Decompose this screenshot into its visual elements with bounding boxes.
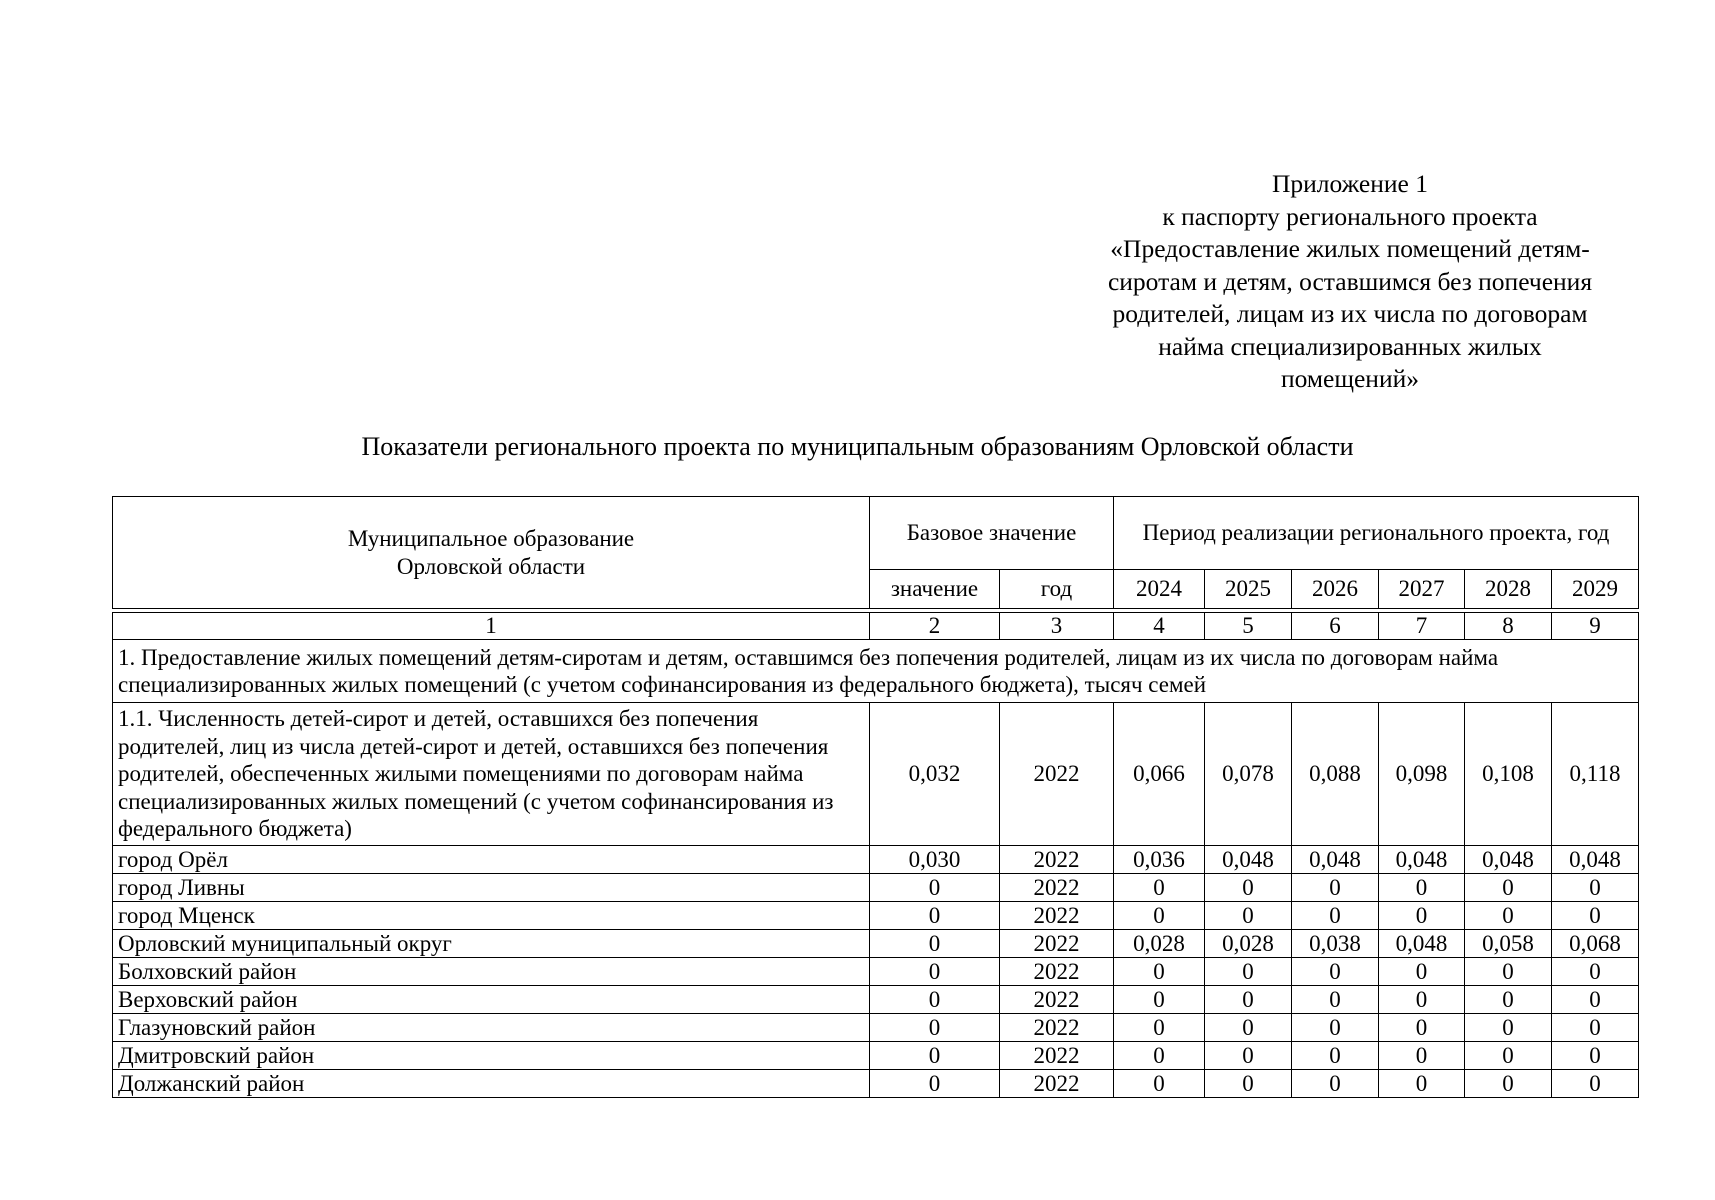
table-row xyxy=(113,1070,1639,1098)
year-value: 0 xyxy=(1114,874,1205,902)
base-year: 2022 xyxy=(1000,1014,1114,1042)
column-number: 8 xyxy=(1465,613,1552,640)
base-year: 2022 xyxy=(1000,902,1114,930)
year-value: 0 xyxy=(1292,958,1379,986)
year-value: 0 xyxy=(1552,902,1639,930)
year-value: 0 xyxy=(1552,986,1639,1014)
column-number: 4 xyxy=(1114,613,1205,640)
header-year-2025: 2025 xyxy=(1205,570,1292,609)
base-year: 2022 xyxy=(1000,930,1114,958)
year-value: 0,048 xyxy=(1465,846,1552,874)
table-row xyxy=(113,846,1639,874)
municipality-name: Орловский муниципальный округ xyxy=(113,930,870,958)
indicator-name: 1.1. Численность детей-сирот и детей, оставшихся без попечения родителей, лиц из числа детей-сирот и детей, оставшихся без попечения родителей, обеспеченных жилыми помещениями по договорам найма специализированных жилых помещений (с учетом софинансирования из федерального бюджета) xyxy=(113,703,870,846)
base-value: 0 xyxy=(870,930,1000,958)
year-value: 0 xyxy=(1552,874,1639,902)
header-year-2026: 2026 xyxy=(1292,570,1379,609)
indicator-value: 0,118 xyxy=(1552,703,1639,846)
table-row xyxy=(113,902,1639,930)
year-value: 0 xyxy=(1205,958,1292,986)
header-base-value: Базовое значение xyxy=(870,497,1114,570)
year-value: 0 xyxy=(1114,958,1205,986)
column-numbers-row xyxy=(113,613,1639,640)
base-value: 0,030 xyxy=(870,846,1000,874)
year-value: 0 xyxy=(1205,1014,1292,1042)
column-number: 6 xyxy=(1292,613,1379,640)
year-value: 0 xyxy=(1114,1070,1205,1098)
year-value: 0 xyxy=(1205,986,1292,1014)
municipality-name: город Орёл xyxy=(113,846,870,874)
indicator-base-year: 2022 xyxy=(1000,703,1114,846)
header-year-2027: 2027 xyxy=(1379,570,1465,609)
indicator-value: 0,078 xyxy=(1205,703,1292,846)
base-value: 0 xyxy=(870,1070,1000,1098)
year-value: 0,048 xyxy=(1205,846,1292,874)
year-value: 0,028 xyxy=(1205,930,1292,958)
header-year: год xyxy=(1000,570,1114,609)
year-value: 0,036 xyxy=(1114,846,1205,874)
municipality-name: Болховский район xyxy=(113,958,870,986)
appendix-line: помещений» xyxy=(1280,364,1419,393)
year-value: 0 xyxy=(1205,1042,1292,1070)
year-value: 0 xyxy=(1114,1042,1205,1070)
appendix-line: родителей, лицам из их числа по договорам xyxy=(1112,299,1588,328)
year-value: 0 xyxy=(1292,902,1379,930)
appendix-line: сиротам и детям, оставшимся без попечения xyxy=(1107,266,1593,296)
year-value: 0,048 xyxy=(1379,846,1465,874)
year-value: 0 xyxy=(1379,1070,1465,1098)
year-value: 0,058 xyxy=(1465,930,1552,958)
year-value: 0 xyxy=(1465,902,1552,930)
year-value: 0 xyxy=(1379,1042,1465,1070)
year-value: 0,048 xyxy=(1379,930,1465,958)
column-number: 5 xyxy=(1205,613,1292,640)
year-value: 0 xyxy=(1114,986,1205,1014)
municipality-name: город Ливны xyxy=(113,874,870,902)
base-value: 0 xyxy=(870,1014,1000,1042)
year-value: 0 xyxy=(1465,1070,1552,1098)
table-row xyxy=(113,1014,1639,1042)
header-period: Период реализации регионального проекта, год xyxy=(1114,497,1639,570)
year-value: 0 xyxy=(1114,1014,1205,1042)
column-number: 3 xyxy=(1000,613,1114,640)
base-year: 2022 xyxy=(1000,986,1114,1014)
column-number: 1 xyxy=(113,613,870,640)
table-row xyxy=(113,874,1639,902)
year-value: 0 xyxy=(1292,1014,1379,1042)
base-value: 0 xyxy=(870,958,1000,986)
indicator-value: 0,088 xyxy=(1292,703,1379,846)
header-year-2024: 2024 xyxy=(1114,570,1205,609)
header-year-2028: 2028 xyxy=(1465,570,1552,609)
year-value: 0 xyxy=(1465,1014,1552,1042)
year-value: 0 xyxy=(1379,1014,1465,1042)
year-value: 0 xyxy=(1379,902,1465,930)
year-value: 0,028 xyxy=(1114,930,1205,958)
year-value: 0 xyxy=(1379,874,1465,902)
table-row xyxy=(113,958,1639,986)
municipality-name: Должанский район xyxy=(113,1070,870,1098)
municipality-name: Глазуновский район xyxy=(113,1014,870,1042)
municipality-name: Верховский район xyxy=(113,986,870,1014)
base-year: 2022 xyxy=(1000,874,1114,902)
year-value: 0 xyxy=(1114,902,1205,930)
section-row xyxy=(113,640,1639,703)
appendix-line: найма специализированных жилых xyxy=(1158,331,1542,361)
indicator-value: 0,108 xyxy=(1465,703,1552,846)
year-value: 0,068 xyxy=(1552,930,1639,958)
year-value: 0 xyxy=(1465,958,1552,986)
year-value: 0 xyxy=(1205,902,1292,930)
column-number: 9 xyxy=(1552,613,1639,640)
appendix-line: «Предоставление жилых помещений детям- xyxy=(1110,234,1590,263)
base-value: 0 xyxy=(870,874,1000,902)
section-title: 1. Предоставление жилых помещений детям-сиротам и детям, оставшимся без попечения родителей, лицам из их числа по договорам найма специализированных жилых помещений (с учетом софинансирования из федерального бюджета), тысяч семей xyxy=(113,640,1639,703)
municipality-name: Дмитровский район xyxy=(113,1042,870,1070)
year-value: 0,048 xyxy=(1292,846,1379,874)
base-year: 2022 xyxy=(1000,846,1114,874)
document-title: Показатели регионального проекта по муниципальным образованиям Орловской области xyxy=(361,432,1354,461)
base-year: 2022 xyxy=(1000,1070,1114,1098)
indicator-base-value: 0,032 xyxy=(870,703,1000,846)
column-number: 2 xyxy=(870,613,1000,640)
appendix-caption xyxy=(1040,168,1660,396)
year-value: 0 xyxy=(1205,1070,1292,1098)
year-value: 0 xyxy=(1552,1042,1639,1070)
header-municipality xyxy=(113,497,870,609)
year-value: 0,048 xyxy=(1552,846,1639,874)
year-value: 0 xyxy=(1379,958,1465,986)
year-value: 0 xyxy=(1552,1014,1639,1042)
municipality-name: город Мценск xyxy=(113,902,870,930)
year-value: 0 xyxy=(1292,1042,1379,1070)
indicator-value: 0,098 xyxy=(1379,703,1465,846)
base-year: 2022 xyxy=(1000,1042,1114,1070)
table-row xyxy=(113,1042,1639,1070)
year-value: 0 xyxy=(1465,986,1552,1014)
indicator-row xyxy=(113,703,1639,846)
header-year-2029: 2029 xyxy=(1552,570,1639,609)
appendix-line: к паспорту регионального проекта xyxy=(1162,201,1538,231)
base-value: 0 xyxy=(870,986,1000,1014)
year-value: 0 xyxy=(1465,1042,1552,1070)
header-municipality-line: Орловской области xyxy=(396,553,586,579)
year-value: 0 xyxy=(1379,986,1465,1014)
header-value: значение xyxy=(870,570,1000,609)
year-value: 0 xyxy=(1205,874,1292,902)
base-year: 2022 xyxy=(1000,958,1114,986)
column-number: 7 xyxy=(1379,613,1465,640)
base-value: 0 xyxy=(870,1042,1000,1070)
year-value: 0 xyxy=(1465,874,1552,902)
table-row xyxy=(113,930,1639,958)
year-value: 0 xyxy=(1552,958,1639,986)
year-value: 0 xyxy=(1292,986,1379,1014)
base-value: 0 xyxy=(870,902,1000,930)
header-municipality-line: Муниципальное образование xyxy=(347,525,635,551)
year-value: 0 xyxy=(1292,1070,1379,1098)
year-value: 0 xyxy=(1552,1070,1639,1098)
year-value: 0,038 xyxy=(1292,930,1379,958)
indicator-value: 0,066 xyxy=(1114,703,1205,846)
year-value: 0 xyxy=(1292,874,1379,902)
indicators-table xyxy=(112,496,1639,1098)
table-row xyxy=(113,986,1639,1014)
appendix-line: Приложение 1 xyxy=(1272,169,1428,198)
